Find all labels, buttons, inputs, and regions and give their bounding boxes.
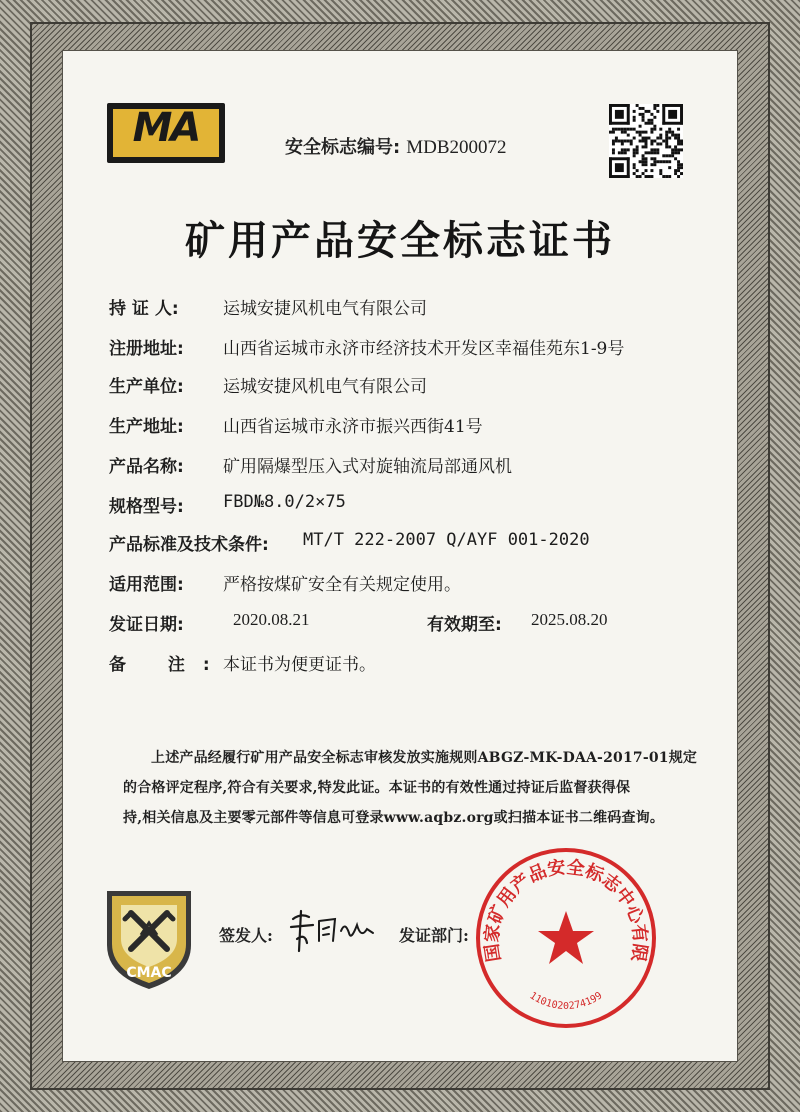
field-issue-date-label: 发证日期:	[109, 615, 184, 635]
field-reg-address	[109, 334, 625, 359]
qr-code-image	[609, 104, 683, 178]
official-seal	[473, 845, 659, 1031]
field-issue-date	[109, 610, 310, 635]
field-scope-value: 严格按煤矿安全有关规定使用。	[223, 575, 461, 595]
field-product-name	[109, 452, 512, 477]
field-reg-address-label: 注册地址:	[109, 339, 184, 359]
ma-logo-text: MA	[132, 105, 200, 151]
field-reg-address-value: 山西省运城市永济市经济技术开发区幸福佳苑东1-9号	[223, 339, 625, 359]
field-manufacturer	[109, 372, 427, 397]
field-prod-address-label: 生产地址:	[109, 417, 184, 437]
safety-mark-label: 安全标志编号:	[285, 137, 401, 158]
field-product-name-value: 矿用隔爆型压入式对旋轴流局部通风机	[223, 457, 512, 477]
field-manufacturer-label: 生产单位:	[109, 377, 184, 397]
safety-mark-number	[285, 133, 507, 159]
field-standards-value: MT/T 222-2007 Q/AYF 001-2020	[303, 530, 590, 550]
statement-line-3: 持,相关信息及主要零元部件等信息可登录www.aqbz.org或扫描本证书二维码查询。	[123, 810, 665, 826]
field-holder-label: 持 证 人:	[109, 299, 179, 319]
safety-mark-value: MDB200072	[406, 137, 507, 158]
field-prod-address-value: 山西省运城市永济市振兴西街41号	[223, 417, 483, 437]
signer-label: 签发人:	[219, 926, 273, 945]
field-holder-value: 运城安捷风机电气有限公司	[223, 299, 427, 319]
field-valid-until	[427, 610, 608, 635]
field-model-label: 规格型号:	[109, 497, 184, 517]
seal-number: 1101020274199	[527, 990, 605, 1013]
field-remark	[109, 650, 376, 675]
ma-logo	[107, 103, 225, 163]
official-seal-icon	[473, 845, 659, 1031]
department-label: 发证部门:	[399, 926, 469, 945]
qr-code[interactable]	[609, 104, 683, 178]
field-valid-until-label: 有效期至:	[427, 615, 502, 635]
field-standards	[109, 530, 590, 555]
field-model-value: FBD№8.0/2×75	[223, 492, 346, 512]
field-remark-value: 本证书为便更证书。	[223, 655, 376, 675]
signature	[287, 903, 377, 955]
handwritten-signature-icon	[287, 903, 377, 955]
seal-text: 国家矿用产品安全标志中心有限	[481, 856, 651, 964]
field-scope	[109, 570, 461, 595]
cmac-logo-text: CMAC	[126, 965, 172, 981]
certificate-title: 矿用产品安全标志证书	[185, 217, 615, 264]
field-holder	[109, 294, 427, 319]
field-manufacturer-value: 运城安捷风机电气有限公司	[223, 377, 427, 397]
certificate-paper	[62, 50, 738, 1062]
field-remark-label: 备 注:	[109, 655, 228, 675]
field-valid-until-value: 2025.08.20	[531, 610, 608, 629]
field-product-name-label: 产品名称:	[109, 457, 184, 477]
field-issue-date-value: 2020.08.21	[233, 610, 310, 629]
field-scope-label: 适用范围:	[109, 575, 184, 595]
field-standards-label: 产品标准及技术条件:	[109, 535, 269, 555]
statement-line-1: 上述产品经履行矿用产品安全标志审核发放实施规则ABGZ-MK-DAA-2017-01规定	[151, 750, 698, 766]
field-model	[109, 492, 346, 517]
cmac-logo	[101, 883, 197, 993]
certificate-statement	[123, 743, 703, 833]
statement-line-2: 的合格评定程序,符合有关要求,特发此证。本证书的有效性通过持证后监督获得保	[123, 780, 631, 796]
field-prod-address	[109, 412, 483, 437]
